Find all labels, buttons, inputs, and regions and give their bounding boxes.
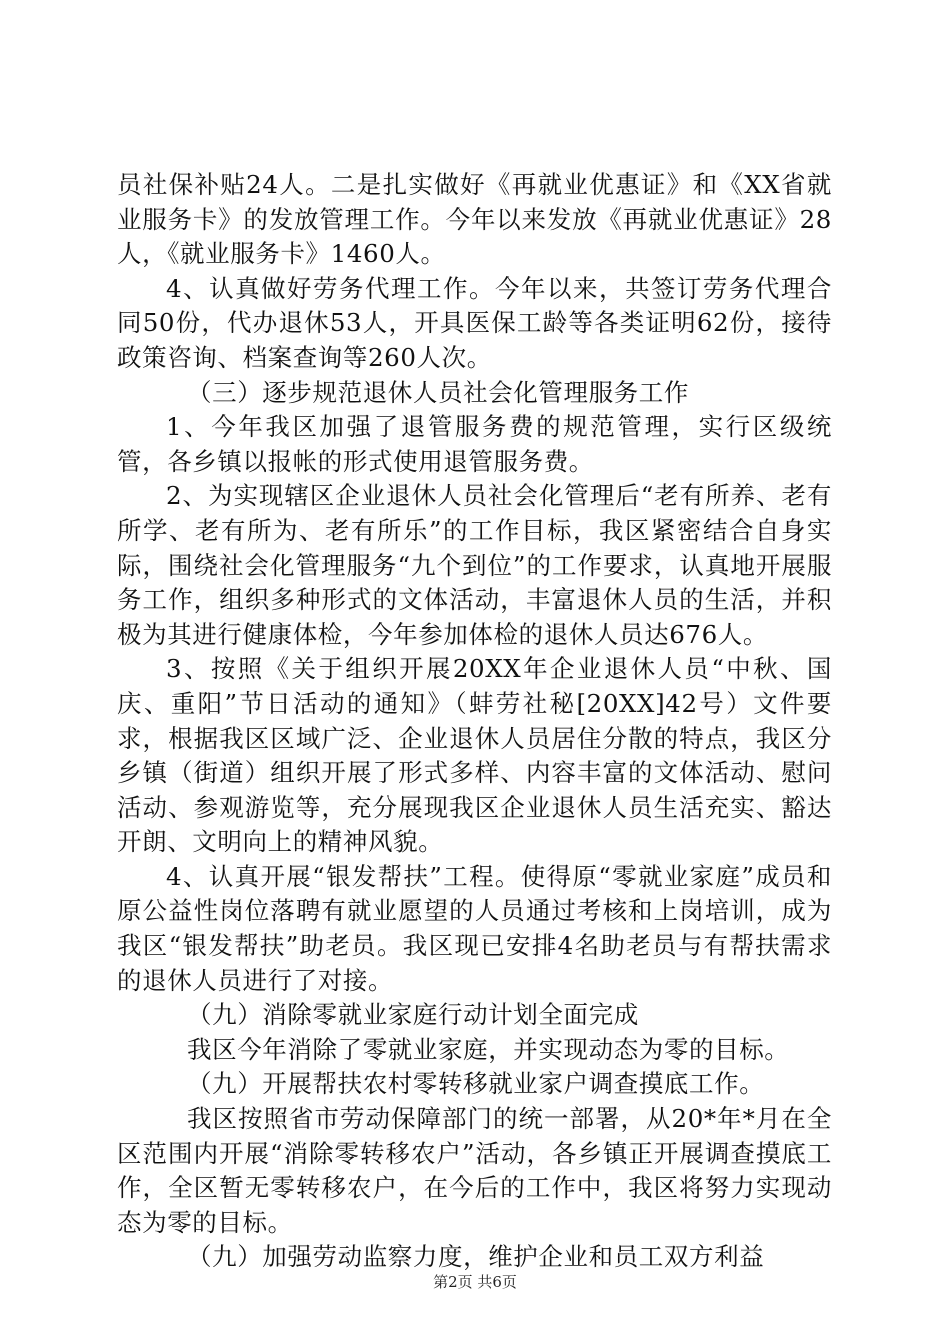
page-number-footer: 第2页 共6页	[433, 1273, 517, 1291]
body-paragraph: 3、按照《关于组织开展20XX年企业退休人员“中秋、国庆、重阳”节日活动的通知》（蚌劳社秘[20XX]42号）文件要求，根据我区区域广泛、企业退休人员居住分散的特点，我区分乡镇（街道）组织开展了形式多样、内容丰富的文体活动、慰问活动、参观游览等，充分展现我区企业退休人员生活充实、豁达开朗、文明向上的精神风貌。	[117, 654, 832, 857]
body-paragraph: 4、认真做好劳务代理工作。今年以来，共签订劳务代理合同50份，代办退休53人，开具医保工龄等各类证明62份，接待政策咨询、档案查询等260人次。	[117, 273, 832, 372]
section-heading: （九）加强劳动监察力度，维护企业和员工双方利益	[187, 1242, 765, 1272]
section-heading: （九）开展帮扶农村零转移就业家户调查摸底工作。	[187, 1069, 765, 1099]
body-paragraph: 我区按照省市劳动保障部门的统一部署，从20*年*月在全区范围内开展“消除零转移农户”活动，各乡镇正开展调查摸底工作，全区暂无零转移农户，在今后的工作中，我区将努力实现动态为零的目标。	[117, 1104, 832, 1237]
body-paragraph: 员社保补贴24人。二是扎实做好《再就业优惠证》和《XX省就业服务卡》的发放管理工作。今年以来发放《再就业优惠证》28人，《就业服务卡》1460人。	[117, 170, 832, 269]
body-paragraph: 1、今年我区加强了退管服务费的规范管理，实行区级统管，各乡镇以报帐的形式使用退管服务费。	[117, 412, 832, 476]
body-paragraph: 我区今年消除了零就业家庭，并实现动态为零的目标。	[187, 1034, 790, 1064]
section-heading: （三）逐步规范退休人员社会化管理服务工作	[187, 377, 689, 407]
body-paragraph: 2、为实现辖区企业退休人员社会化管理后“老有所养、老有所学、老有所为、老有所乐”的工作目标，我区紧密结合自身实际，围绕社会化管理服务“九个到位”的工作要求，认真地开展服务工作，组织多种形式的文体活动，丰富退休人员的生活，并积极为其进行健康体检，今年参加体检的退休人员达676人。	[117, 481, 832, 649]
body-paragraph: 4、认真开展“银发帮扶”工程。使得原“零就业家庭”成员和原公益性岗位落聘有就业愿望的人员通过考核和上岗培训，成为我区“银发帮扶”助老员。我区现已安排4名助老员与有帮扶需求的退休人员进行了对接。	[117, 861, 832, 995]
document-body	[117, 168, 832, 1275]
section-heading: （九）消除零就业家庭行动计划全面完成	[187, 1000, 639, 1030]
